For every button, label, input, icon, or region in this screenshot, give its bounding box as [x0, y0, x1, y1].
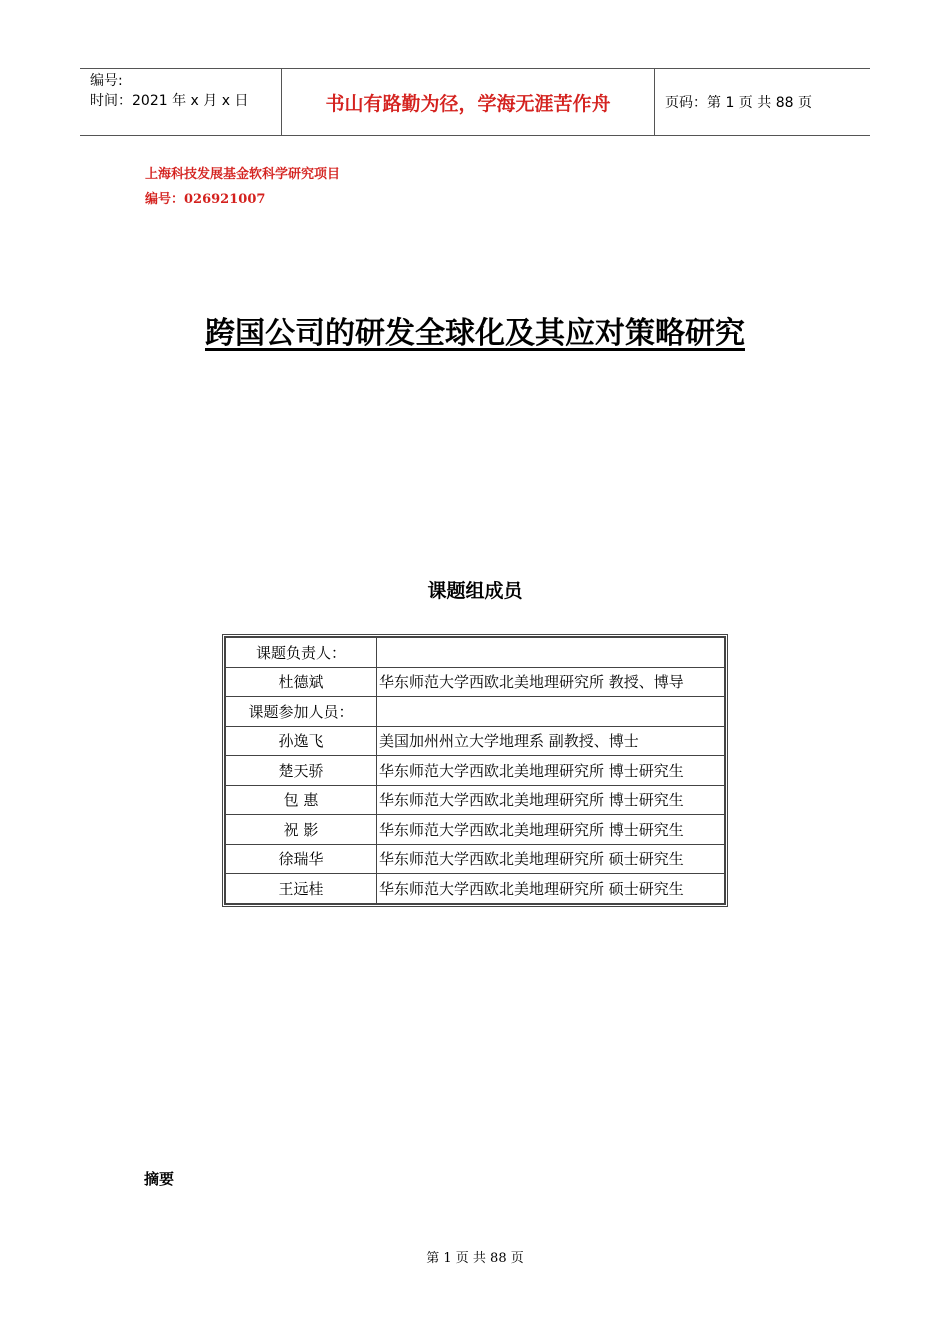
member-name: 祝 影 — [226, 815, 377, 845]
member-affiliation: 美国加州州立大学地理系 副教授、博士 — [377, 726, 725, 756]
members-heading: 课题组成员 — [427, 580, 523, 602]
member-name: 孙逸飞 — [226, 726, 377, 756]
member-name: 课题参加人员： — [226, 697, 377, 727]
page-footer: 第 1 页 共 88 页 — [426, 1251, 524, 1266]
member-name: 包 惠 — [226, 785, 377, 815]
member-affiliation: 华东师范大学西欧北美地理研究所 硕士研究生 — [377, 844, 725, 874]
member-name: 楚天骄 — [226, 756, 377, 786]
member-name: 徐瑞华 — [226, 844, 377, 874]
project-number: 编号：026921007 — [145, 192, 266, 207]
table-row — [226, 638, 725, 668]
document-title: 跨国公司的研发全球化及其应对策略研究 — [205, 316, 745, 351]
table-row — [226, 667, 725, 697]
member-affiliation: 华东师范大学西欧北美地理研究所 教授、博导 — [377, 667, 725, 697]
time-label: 时间：2021 年 x 月 x 日 — [90, 93, 249, 109]
serial-label: 编号: — [90, 73, 123, 89]
project-name: 上海科技发展基金软科学研究项目 — [145, 167, 341, 182]
header-meta — [80, 69, 282, 135]
member-affiliation: 华东师范大学西欧北美地理研究所 硕士研究生 — [377, 874, 725, 904]
table-row — [226, 844, 725, 874]
abstract-heading: 摘要 — [144, 1170, 175, 1188]
table-row — [226, 756, 725, 786]
table-row — [226, 697, 725, 727]
member-affiliation: 华东师范大学西欧北美地理研究所 博士研究生 — [377, 756, 725, 786]
table-row — [226, 726, 725, 756]
page-header — [80, 68, 870, 136]
project-info — [145, 162, 340, 212]
members-table — [222, 634, 728, 907]
member-affiliation — [377, 697, 725, 727]
member-affiliation: 华东师范大学西欧北美地理研究所 博士研究生 — [377, 785, 725, 815]
table-row — [226, 785, 725, 815]
table-row — [226, 815, 725, 845]
header-page-info: 页码：第 1 页 共 88 页 — [665, 95, 812, 111]
header-motto: 书山有路勤为径，学海无涯苦作舟 — [282, 69, 655, 135]
member-name: 王远桂 — [226, 874, 377, 904]
table-row — [226, 874, 725, 904]
member-affiliation — [377, 638, 725, 668]
member-name: 课题负责人： — [226, 638, 377, 668]
member-name: 杜德斌 — [226, 667, 377, 697]
member-affiliation: 华东师范大学西欧北美地理研究所 博士研究生 — [377, 815, 725, 845]
